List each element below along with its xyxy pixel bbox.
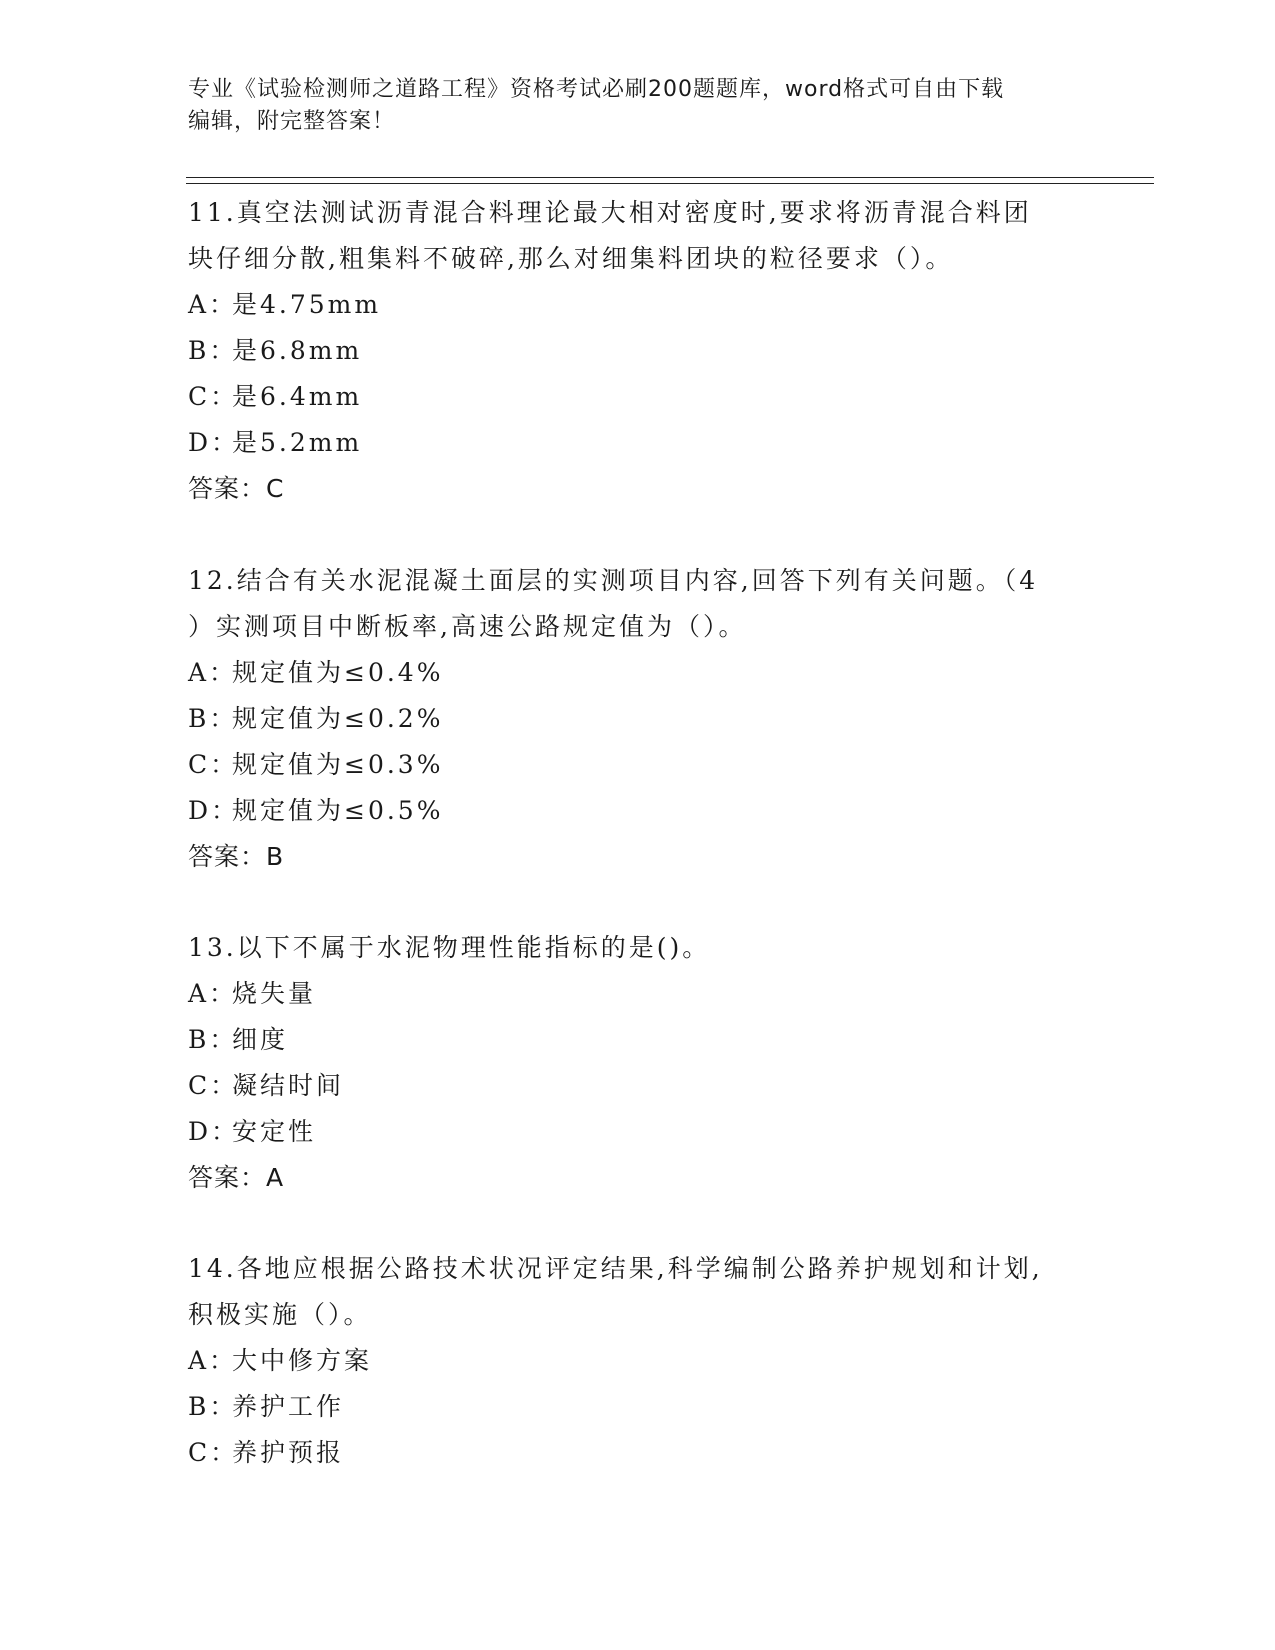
- question-stem: 11.真空法测试沥青混合料理论最大相对密度时,要求将沥青混合料团: [188, 198, 1032, 227]
- option-key: A：: [188, 1346, 238, 1375]
- option-key: B：: [188, 1392, 238, 1421]
- option-a: [188, 971, 1088, 1017]
- option-d: [188, 420, 1088, 466]
- question-11: [188, 190, 1088, 512]
- option-text: 规定值为≤0.4%: [232, 658, 444, 687]
- option-c: [188, 1430, 1088, 1476]
- option-key: B：: [188, 1025, 238, 1054]
- option-key: A：: [188, 979, 238, 1008]
- option-key: A：: [188, 658, 238, 687]
- option-text: 养护工作: [232, 1392, 345, 1421]
- question-12: [188, 558, 1088, 880]
- option-c: [188, 1063, 1088, 1109]
- question-stem: 14.各地应根据公路技术状况评定结果,科学编制公路养护规划和计划,: [188, 1254, 1043, 1283]
- question-stem: 积极实施（）。: [188, 1300, 372, 1329]
- option-text: 是6.4mm: [232, 382, 363, 411]
- question-stem: 块仔细分散,粗集料不破碎,那么对细集料团块的粒径要求（）。: [188, 244, 954, 273]
- option-text: 安定性: [232, 1117, 317, 1146]
- option-text: 规定值为≤0.5%: [232, 796, 444, 825]
- option-b: [188, 1384, 1088, 1430]
- option-key: C：: [188, 1071, 239, 1100]
- option-text: 大中修方案: [232, 1346, 373, 1375]
- question-13: [188, 925, 1088, 1201]
- header-line-2: 编辑，附完整答案！: [188, 109, 396, 134]
- option-key: D：: [188, 796, 240, 825]
- option-c: [188, 742, 1088, 788]
- option-b: [188, 328, 1088, 374]
- question-stem: 13.以下不属于水泥物理性能指标的是()。: [188, 933, 711, 962]
- option-key: C：: [188, 1438, 239, 1467]
- option-text: 是5.2mm: [232, 428, 363, 457]
- option-text: 是4.75mm: [232, 290, 382, 319]
- option-a: [188, 650, 1088, 696]
- option-text: 规定值为≤0.2%: [232, 704, 444, 733]
- option-key: C：: [188, 750, 239, 779]
- option-key: B：: [188, 704, 238, 733]
- option-a: [188, 1338, 1088, 1384]
- option-a: [188, 282, 1088, 328]
- question-14: [188, 1246, 1088, 1476]
- option-key: C：: [188, 382, 239, 411]
- header-line-1: 专业《试验检测师之道路工程》资格考试必刷200题题库，word格式可自由下载: [188, 77, 1005, 102]
- option-c: [188, 374, 1088, 420]
- answer: 答案：A: [188, 1163, 285, 1192]
- option-text: 规定值为≤0.3%: [232, 750, 444, 779]
- option-text: 凝结时间: [232, 1071, 345, 1100]
- question-stem: ）实测项目中断板率,高速公路规定值为（）。: [188, 612, 747, 641]
- header-divider-top: [186, 177, 1154, 178]
- option-text: 烧失量: [232, 979, 317, 1008]
- option-d: [188, 1109, 1088, 1155]
- option-key: B：: [188, 336, 238, 365]
- option-b: [188, 696, 1088, 742]
- option-text: 细度: [232, 1025, 289, 1054]
- option-text: 养护预报: [232, 1438, 345, 1467]
- option-text: 是6.8mm: [232, 336, 363, 365]
- answer: 答案：C: [188, 474, 285, 503]
- header-divider-bottom: [186, 183, 1154, 184]
- answer: 答案：B: [188, 842, 285, 871]
- option-key: D：: [188, 428, 240, 457]
- option-key: A：: [188, 290, 238, 319]
- option-d: [188, 788, 1088, 834]
- option-key: D：: [188, 1117, 240, 1146]
- document-header: [188, 74, 1088, 138]
- option-b: [188, 1017, 1088, 1063]
- question-stem: 12.结合有关水泥混凝土面层的实测项目内容,回答下列有关问题。（4: [188, 566, 1039, 595]
